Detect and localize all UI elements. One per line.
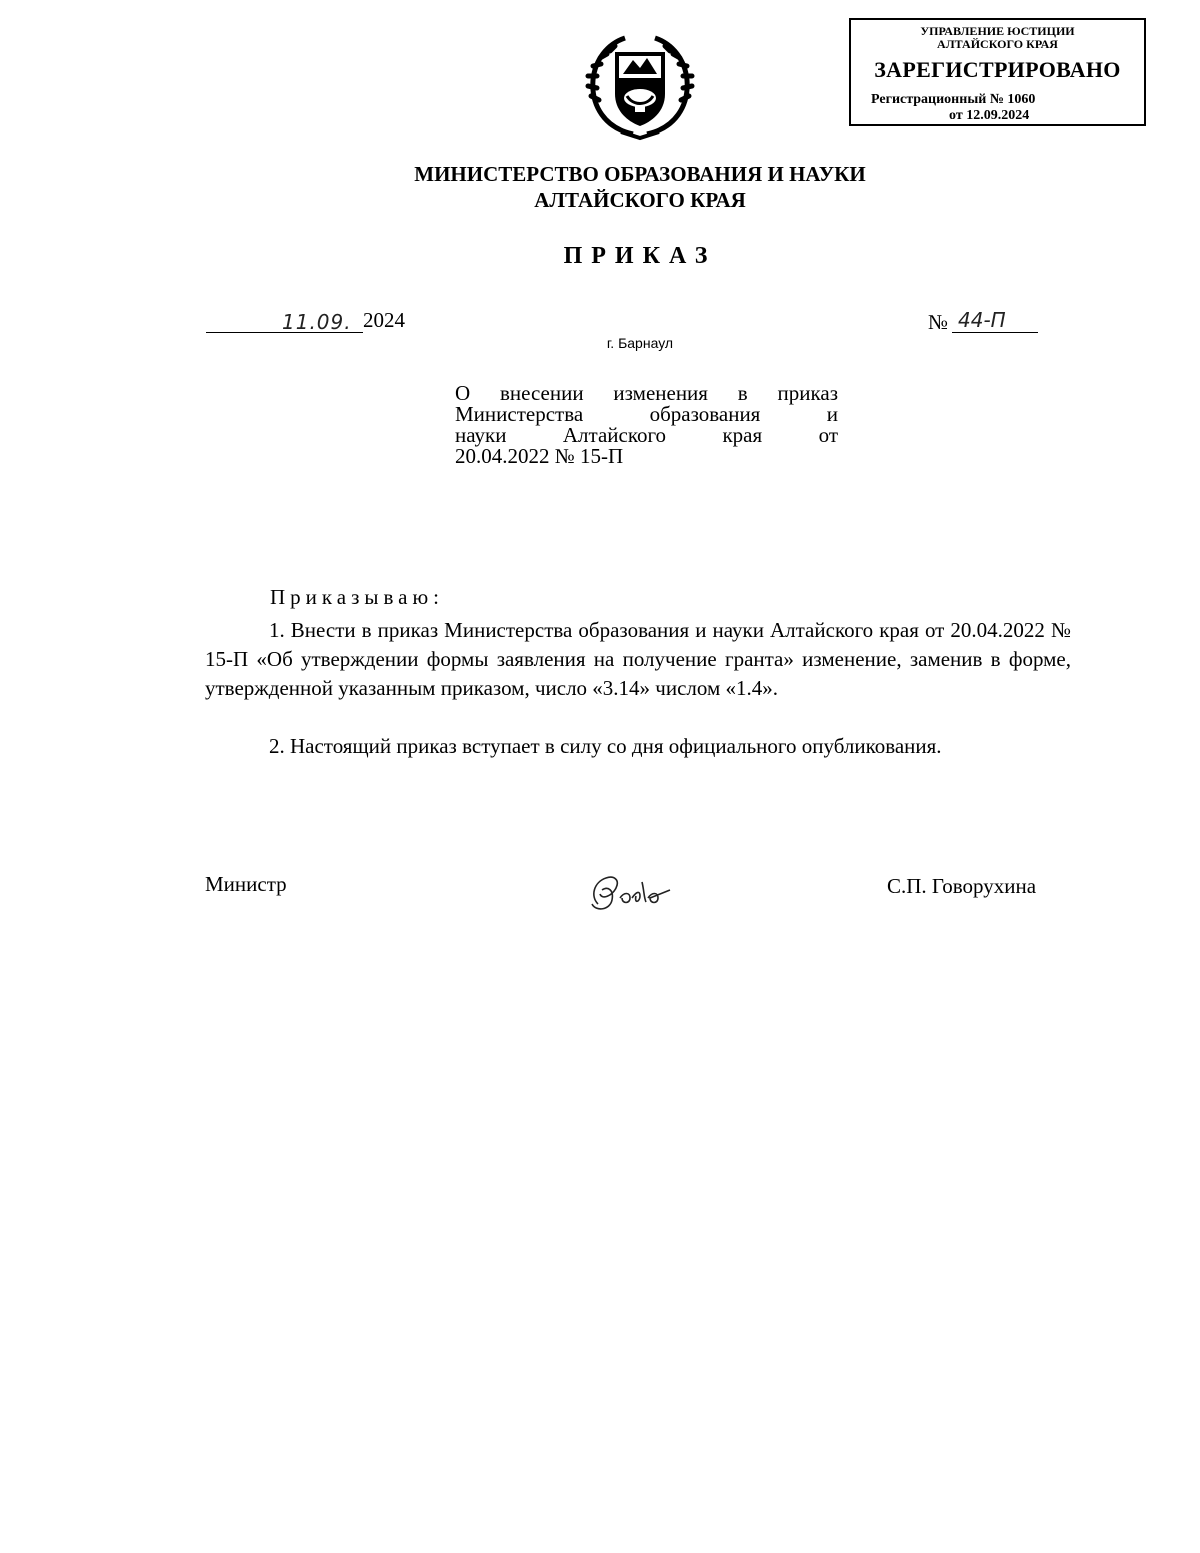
- subject-line4: 20.04.2022 № 15-П: [455, 444, 624, 468]
- stamp-authority-line2: АЛТАЙСКОГО КРАЯ: [937, 37, 1058, 51]
- ministry-name-line1: МИНИСТЕРСТВО ОБРАЗОВАНИЯ И НАУКИ: [414, 162, 866, 186]
- signer-position: Министр: [205, 872, 287, 896]
- date-field: [206, 308, 363, 333]
- stamp-authority: [851, 25, 1144, 51]
- ministry-name-line2: АЛТАЙСКОГО КРАЯ: [534, 188, 746, 212]
- stamp-reg-date: от 12.09.2024: [949, 108, 1030, 123]
- order-item-1-text: 1. Внести в приказ Министерства образования и науки Алтайского края от 20.04.2022 № 15-П «Об утверждении формы заявления на получение гранта» изменение, заменив в форме, утвержденной указанным приказом, число «3.14» числом «1.4».: [205, 618, 1071, 700]
- stamp-authority-line1: УПРАВЛЕНИЕ ЮСТИЦИИ: [920, 24, 1075, 38]
- order-item-1: [205, 616, 1071, 703]
- order-item-2-text: 2. Настоящий приказ вступает в силу со дня официального опубликования.: [269, 734, 942, 758]
- date-year: 2024: [363, 308, 405, 332]
- city-label: г. Барнаул: [606, 335, 674, 351]
- subject-line3: науки Алтайского края от: [455, 423, 838, 447]
- document-type-title: ПРИКАЗ: [563, 243, 717, 269]
- order-item-2: [205, 732, 1071, 761]
- number-sign: №: [928, 310, 949, 334]
- stamp-reg-number: Регистрационный № 1060: [871, 92, 1036, 107]
- signer-name: С.П. Говорухина: [887, 874, 1037, 898]
- registration-stamp: [849, 18, 1146, 126]
- subject-block: [455, 383, 838, 467]
- subject-line1: О внесении изменения в приказ: [455, 381, 838, 405]
- order-intro: Приказываю:: [270, 585, 444, 609]
- number-field: [952, 308, 1038, 333]
- coat-of-arms-emblem: [585, 30, 695, 142]
- handwritten-number: 44-П: [958, 308, 1006, 332]
- handwritten-date: 11.09.: [282, 310, 352, 334]
- handwritten-signature: [584, 860, 680, 920]
- stamp-status: ЗАРЕГИСТРИРОВАНО: [874, 57, 1121, 82]
- subject-line2: Министерства образования и: [455, 402, 838, 426]
